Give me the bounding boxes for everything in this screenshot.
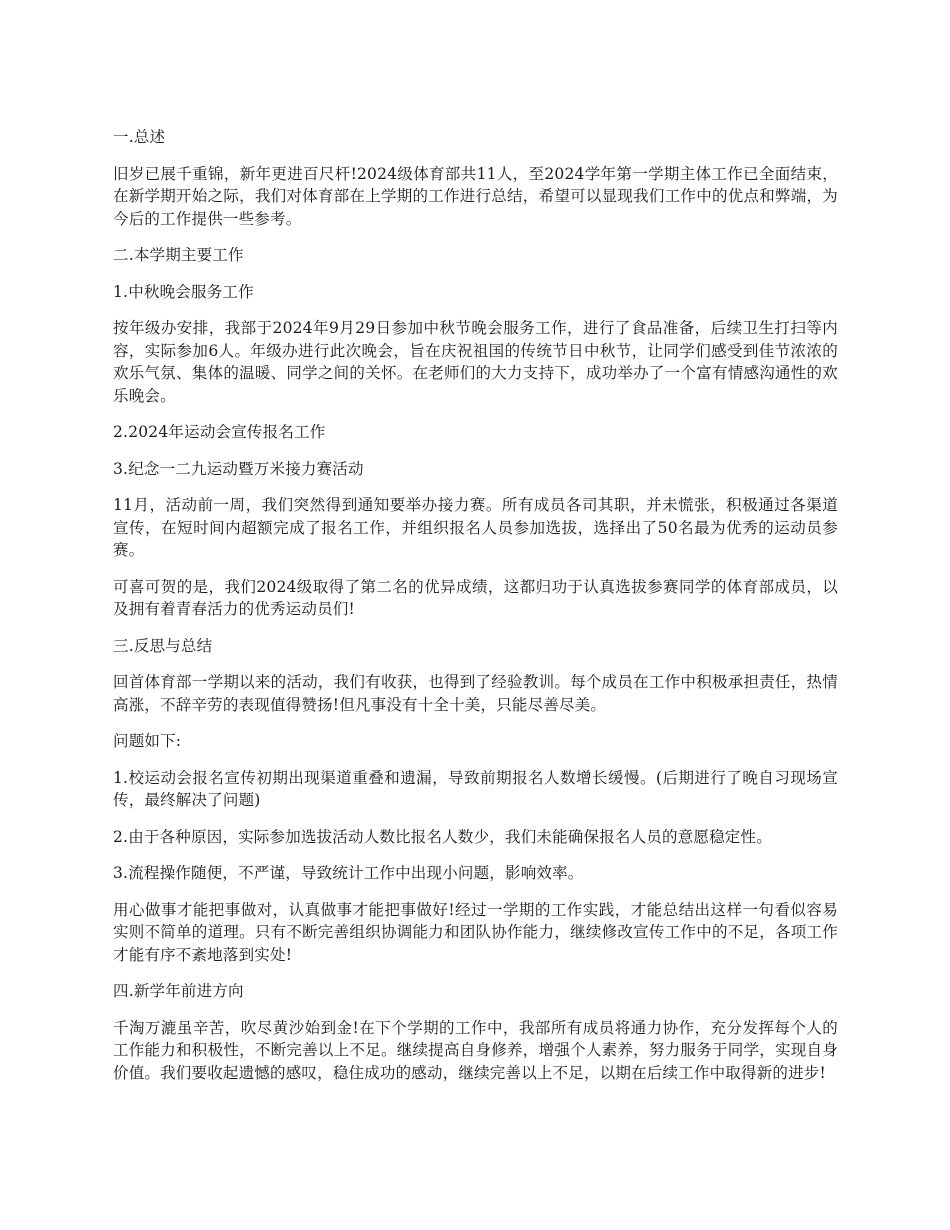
paragraph-reflection: 回首体育部一学期以来的活动，我们有收获，也得到了经验教训。每个成员在工作中积极承担责任，热情高涨，不辞辛劳的表现值得赞扬!但凡事没有十全十美，只能尽善尽美。	[113, 673, 838, 714]
paragraph-relay: 11月，活动前一周，我们突然得到通知要举办接力赛。所有成员各司其职，并未慌张，积极通过各渠道宣传，在短时间内超额完成了报名工作，并组织报名人员参加选拔，选择出了50名最为优秀的运动员参赛。	[113, 496, 838, 559]
problem-item-2: 2.由于各种原因，实际参加选拔活动人数比报名人数少，我们未能确保报名人员的意愿稳定性。	[113, 827, 772, 846]
section-heading-main-work: 二.本学期主要工作	[113, 246, 244, 264]
paragraph-result: 可喜可贺的是，我们2024级取得了第二名的优异成绩，这都归功于认真选拔参赛同学的体育部成员，以及拥有着青春活力的优秀运动员们!	[113, 577, 838, 618]
paragraph-new-direction: 千淘万漉虽辛苦，吹尽黄沙始到金!在下个学期的工作中，我部所有成员将通力协作，充分发挥每个人的工作能力和积极性，不断完善以上不足。继续提高自身修养，增强个人素养，努力服务于同学，实现自身价值。我们要收起遗憾的感叹，稳住成功的感动，继续完善以上不足，以期在后续工作中取得新的进步!	[113, 1018, 838, 1082]
problem-item-1: 1.校运动会报名宣传初期出现渠道重叠和遗漏，导致前期报名人数增长缓慢。(后期进行了晚自习现场宣传，最终解决了问题)	[113, 768, 838, 809]
problem-item-3: 3.流程操作随便，不严谨，导致统计工作中出现小问题，影响效率。	[113, 864, 584, 882]
section-heading-summary: 一.总述	[113, 128, 166, 146]
section-heading-new-direction: 四.新学年前进方向	[113, 982, 244, 1000]
paragraph-intro: 旧岁已展千重锦，新年更进百尺杆!2024级体育部共11人，至2024学年第一学期主体工作已全面结束，在新学期开始之际，我们对体育部在上学期的工作进行总结，希望可以显现我们工作中的优点和弊端，为今后的工作提供一些参考。	[113, 164, 838, 228]
document-body	[113, 126, 838, 1098]
paragraph-mid-autumn: 按年级办安排，我部于2024年9月29日参加中秋节晚会服务工作，进行了食品准备，后续卫生打扫等内容，实际参加6人。年级办进行此次晚会，旨在庆祝祖国的传统节日中秋节，让同学们感受到佳节浓浓的欢乐气氛、集体的温暖、同学之间的关怀。在老师们的大力支持下，成功举办了一个富有情感沟通性的欢乐晚会。	[113, 319, 838, 405]
section-heading-reflection: 三.反思与总结	[113, 636, 213, 655]
subheading-mid-autumn: 1.中秋晚会服务工作	[113, 282, 254, 301]
problems-heading: 问题如下:	[113, 732, 182, 750]
paragraph-conclusion: 用心做事才能把事做对，认真做事才能把事做好!经过一学期的工作实践，才能总结出这样一句看似容易实则不简单的道理。只有不断完善组织协调能力和团队协作能力，继续修改宣传工作中的不足，各项工作才能有序不紊地落到实处!	[113, 900, 838, 964]
subheading-sports-meet: 2.2024年运动会宣传报名工作	[113, 423, 326, 441]
subheading-relay: 3.纪念一二九运动暨万米接力赛活动	[113, 459, 364, 478]
